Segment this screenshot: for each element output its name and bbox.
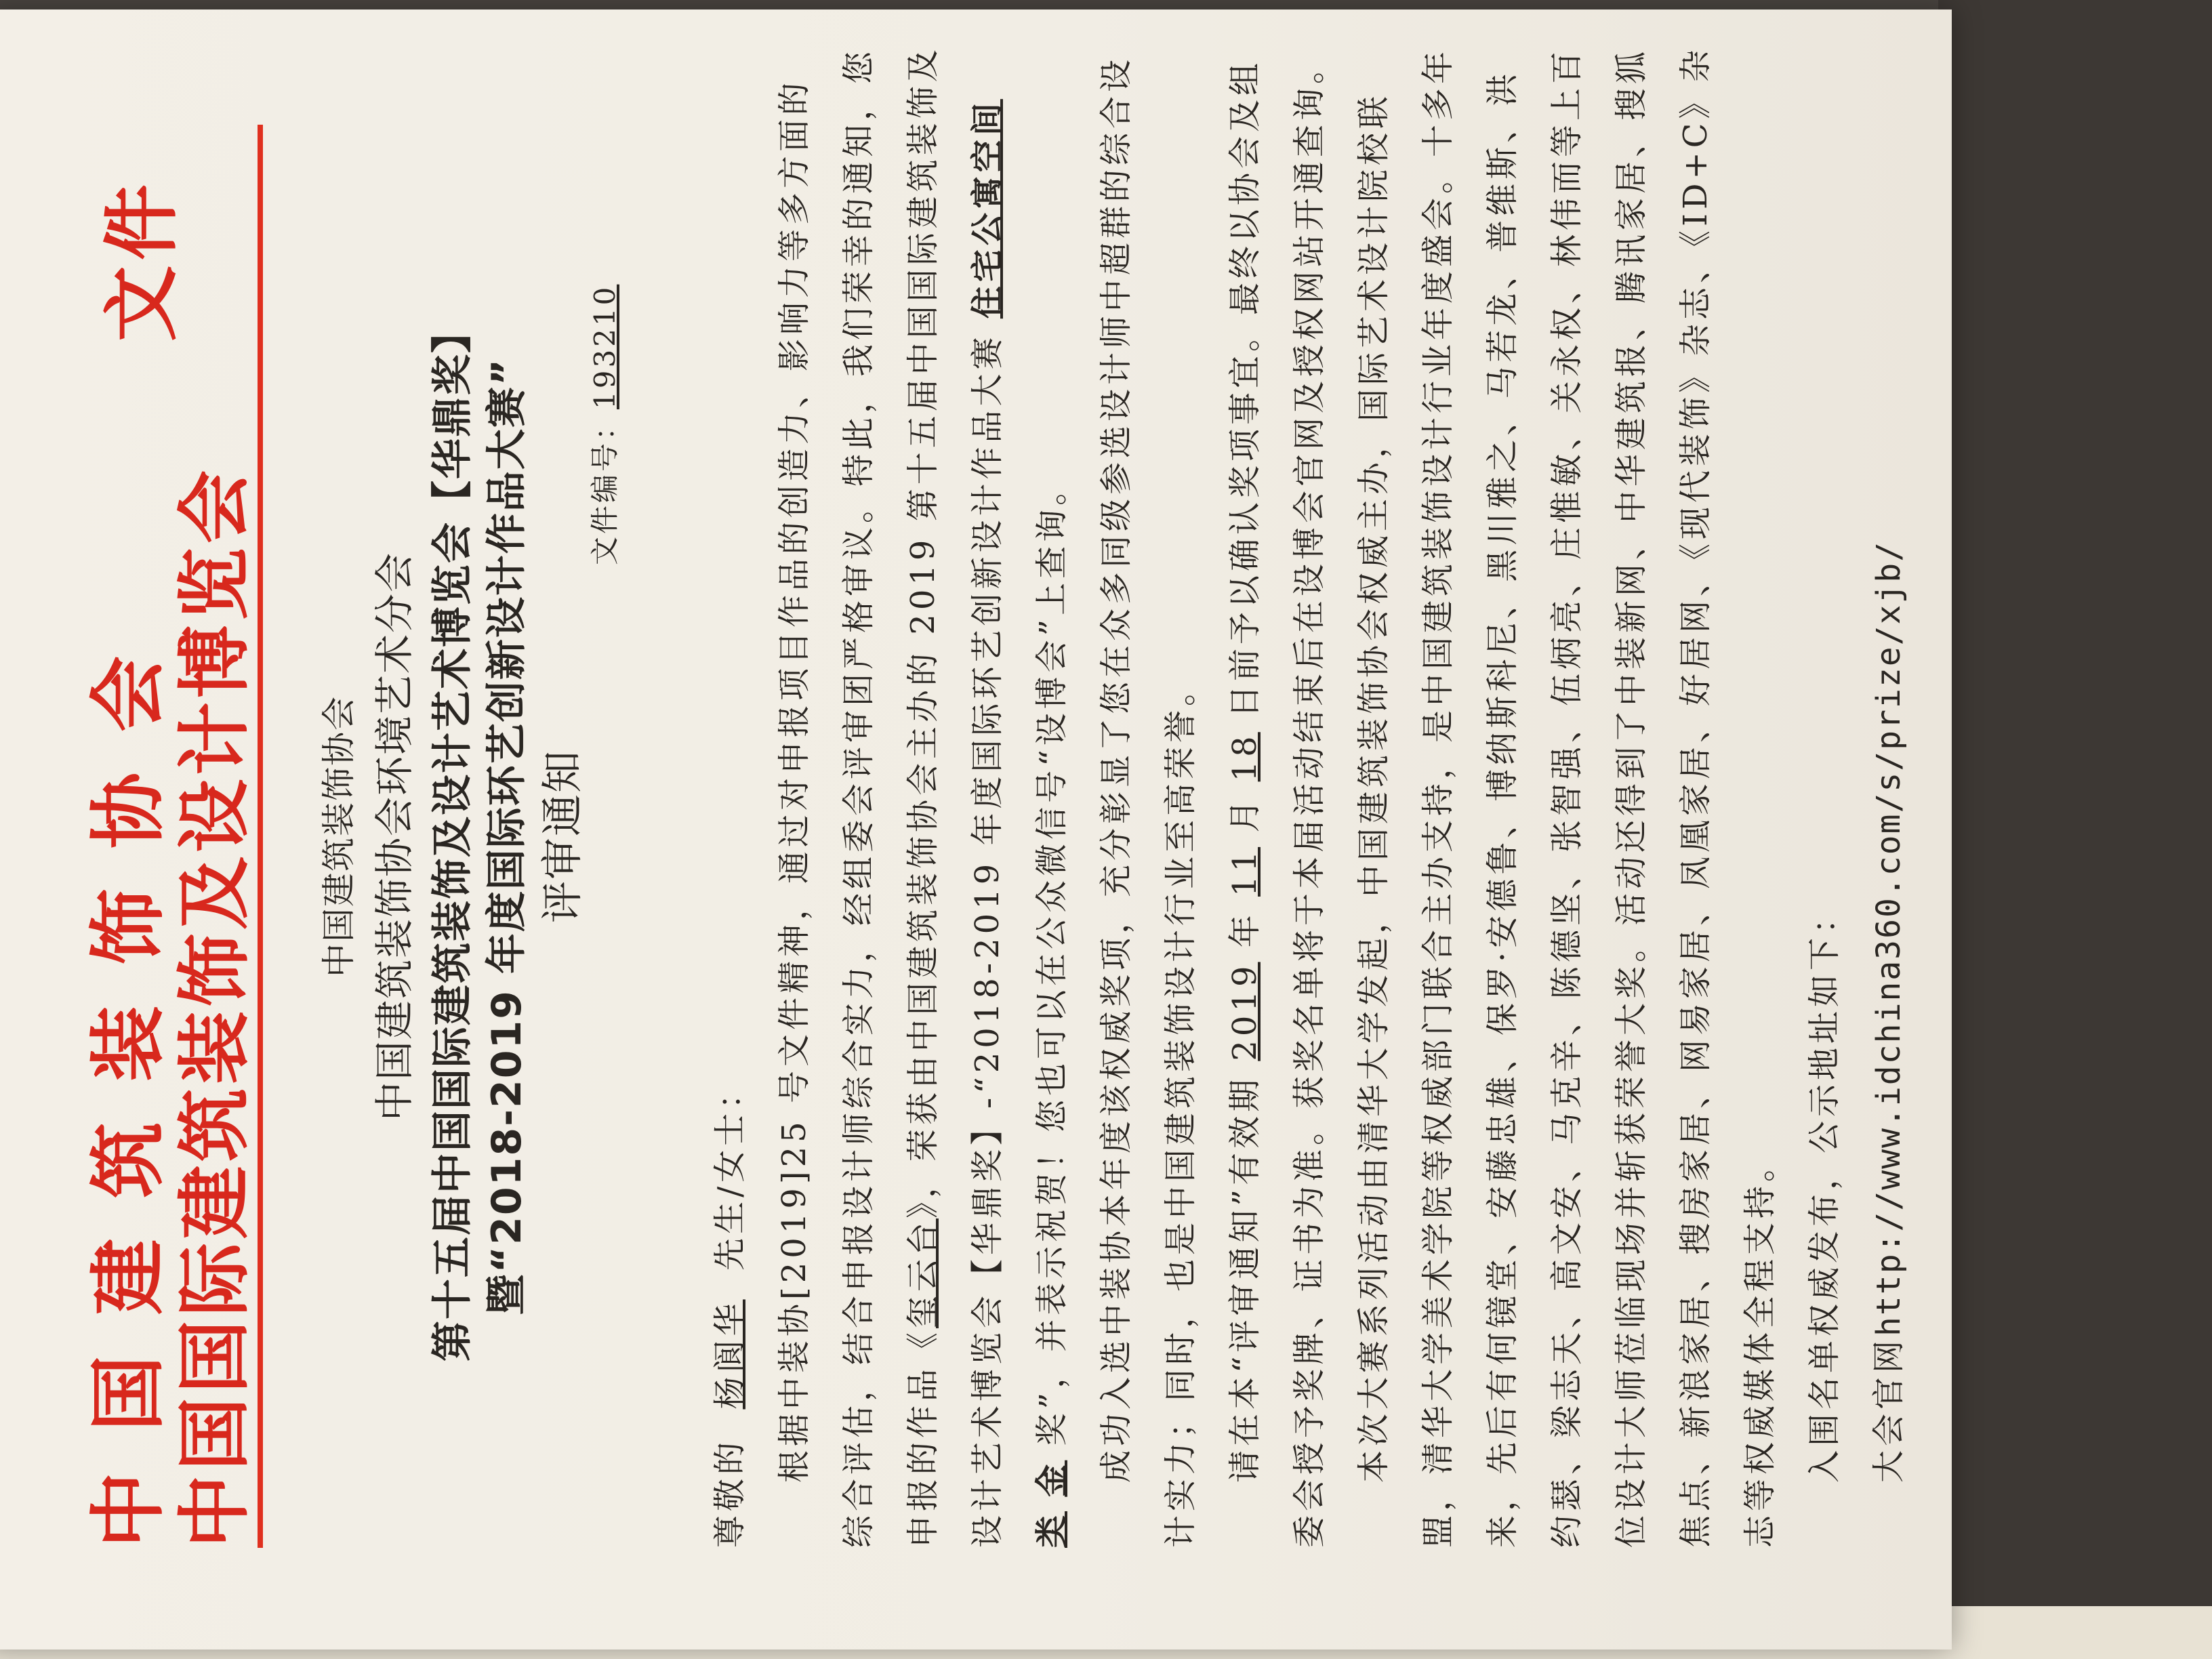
title-line-1: 中国建筑装饰协会 — [319, 695, 359, 977]
work-title: 玺云台 — [904, 1218, 942, 1328]
header-red-rule — [258, 125, 263, 1548]
salutation-suffix: 先生/女士： — [711, 1072, 749, 1271]
salutation — [698, 43, 762, 1548]
website-url: http://www.idchina360.com/s/prize/xjb/ — [1870, 540, 1908, 1336]
title-line-5: 评审通知 — [537, 750, 587, 924]
title-line-3: 第十五届中国国际建筑装饰及设计艺术博览会【华鼎奖】 — [429, 311, 476, 1361]
paragraph-website: 大会官网http://www.idchina360.com/s/prize/xjb/ — [1870, 540, 1908, 1483]
recipient-name: 杨阆华 — [711, 1299, 749, 1410]
paragraph-recognition: 成功入选中装协本年度该权威奖项，充分彰显了您在众多同级参选设计师中超群的综合设计实力；同时，也是中国建筑装饰设计行业至高荣誉。 — [1097, 55, 1200, 1548]
header-doc-suffix: 文件 — [98, 179, 186, 342]
paragraph-list-notice: 入围名单权威发布，公示地址如下： — [1805, 897, 1843, 1483]
award-category: 住宅公寓空间类 — [968, 99, 1071, 1548]
deadline-month: 11 — [1226, 846, 1264, 897]
salutation-prefix: 尊敬的 — [711, 1437, 749, 1548]
award-level: 金 — [1033, 1460, 1071, 1497]
title-line-2: 中国建筑装饰协会环境艺术分会 — [371, 552, 417, 1122]
paragraph-award: 根据中装协[2019]25 号文件精神，通过对申报项目作品的创造力、影响力等多方面的综合评估，结合申报设计师综合实力，经组委会评审团严格审议。特此，我们荣幸的通知，您申报的作品《玺云台》，荣获由中国建筑装饰协会主办的 2019 第十五届中国国际建筑装饰及设计艺术博览会【华鼎奖】-“2018-2019 年度国际环艺创新设计作品大赛 住宅公寓空间类 金 奖”，并表示祝贺！您也可以在公众微信号“设博会”上查询。 — [775, 45, 1071, 1548]
header-org-name: 中国建筑装饰协会 — [84, 615, 173, 1548]
title-line-4: 暨“2018-2019 年度国际环艺创新设计作品大赛” — [483, 357, 531, 1315]
document-sheet — [0, 9, 1952, 1650]
doc-number-label: 文件编号： — [588, 409, 621, 565]
document-number — [583, 285, 623, 565]
paragraph-event-history: 本次大赛系列活动由清华大学发起，中国建筑装饰协会权威主办，国际艺术设计院校联盟，清华大学美术学院等权威部门联合主办支持，是中国建筑装饰设计行业年度盛会。十多年来，先后有何镜堂、安藤忠雄、保罗·安德鲁、博纳斯科尼、黑川雅之、马若龙、普维斯、洪约瑟、梁志天、高文安、马克辛、陈德坚、张智强、伍炳亮、庄惟敏、关永权、林伟而等上百位设计大师莅临现场并斩获荣誉大奖。活动还得到了中装新网、中华建筑报、腾讯家居、搜狐焦点、新浪家居、搜房家居、网易家居、凤凰家居、好居网、《现代装饰》杂志、《ID+C》杂志等权威媒体全程支持。 — [1355, 45, 1779, 1548]
paragraph-deadline: 请在本“评审通知”有效期 2019 年 11 月 18 日前予以确认奖项事宜。最终以协会及组委会授予奖牌、证书为准。获奖名单将于本届活动结束后在设博会官网及授权网站开通查询。 — [1226, 47, 1328, 1548]
deadline-day: 18 — [1226, 732, 1264, 782]
letter-body — [698, 43, 1921, 1548]
doc-number-value: 193210 — [588, 284, 621, 409]
deadline-year: 2019 — [1226, 962, 1264, 1061]
header-exhibition-name: 中国国际建筑装饰及设计博览会 — [172, 466, 258, 1548]
